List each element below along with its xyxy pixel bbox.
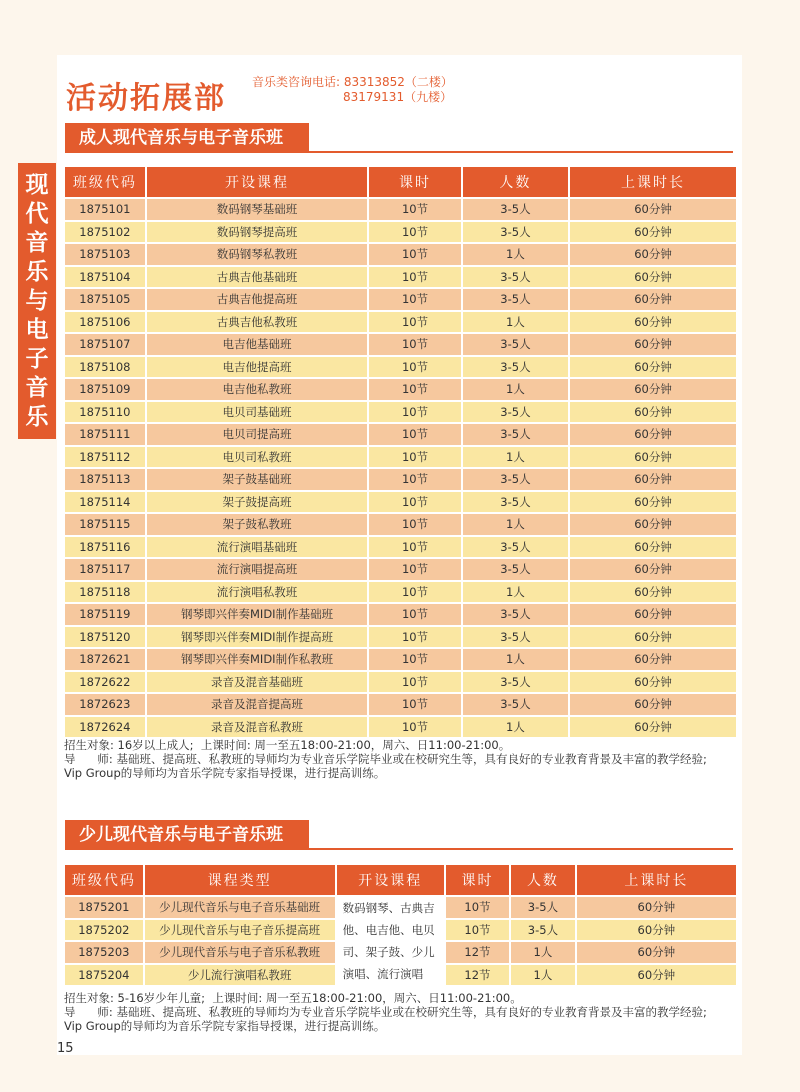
duration-cell: 60分钟 — [570, 357, 736, 378]
course-name-cell: 架子鼓私教班 — [147, 514, 368, 535]
duration-cell: 60分钟 — [570, 694, 736, 715]
lessons-cell: 10节 — [369, 267, 460, 288]
table-row — [65, 492, 736, 513]
size-cell: 3-5人 — [463, 627, 568, 648]
size-cell: 3-5人 — [463, 492, 568, 513]
note-line: 招生对象: 16岁以上成人; 上课时间: 周一至五18:00-21:00，周六、日11:00-21:00。 — [64, 738, 511, 752]
course-name-cell: 古典吉他私教班 — [147, 312, 368, 333]
class-code-cell: 1875112 — [65, 447, 145, 468]
lessons-cell: 10节 — [369, 604, 460, 625]
size-cell: 1人 — [463, 717, 568, 738]
table-row — [65, 897, 736, 918]
size-cell: 3-5人 — [463, 672, 568, 693]
course-name-cell: 录音及混音私教班 — [147, 717, 368, 738]
class-code-cell: 1875119 — [65, 604, 145, 625]
size-cell: 1人 — [511, 965, 574, 986]
course-type-cell: 少儿现代音乐与电子音乐提高班 — [145, 920, 335, 941]
children-course-table — [63, 863, 738, 987]
course-name-cell: 电吉他提高班 — [147, 357, 368, 378]
table-row — [65, 334, 736, 355]
side-tab-char: 音 — [25, 230, 49, 256]
table-header-row — [65, 167, 736, 197]
size-cell: 3-5人 — [463, 289, 568, 310]
table-row — [65, 312, 736, 333]
class-code-cell: 1872622 — [65, 672, 145, 693]
lessons-cell: 10节 — [369, 514, 460, 535]
adult-section-banner: 成人现代音乐与电子音乐班 — [65, 123, 309, 153]
note-line: 招生对象: 5-16岁少年儿童; 上课时间: 周一至五18:00-21:00，周六、日11:00-21:00。 — [64, 991, 522, 1005]
size-cell: 3-5人 — [463, 469, 568, 490]
size-cell: 3-5人 — [463, 604, 568, 625]
column-header: 课程类型 — [145, 865, 335, 895]
column-header: 上课时长 — [577, 865, 736, 895]
table-row — [65, 199, 736, 220]
table-row — [65, 424, 736, 445]
table-row — [65, 244, 736, 265]
lessons-cell: 12节 — [446, 942, 509, 963]
course-name-cell: 数码钢琴提高班 — [147, 222, 368, 243]
table-row — [65, 402, 736, 423]
lessons-cell: 10节 — [369, 312, 460, 333]
lessons-cell: 10节 — [369, 582, 460, 603]
lessons-cell: 10节 — [446, 920, 509, 941]
class-code-cell: 1872623 — [65, 694, 145, 715]
duration-cell: 60分钟 — [570, 582, 736, 603]
duration-cell: 60分钟 — [570, 199, 736, 220]
table-row — [65, 627, 736, 648]
side-tab-char: 电 — [25, 317, 49, 343]
duration-cell: 60分钟 — [570, 447, 736, 468]
table-row — [65, 379, 736, 400]
lessons-cell: 10节 — [369, 627, 460, 648]
course-name-cell: 录音及混音基础班 — [147, 672, 368, 693]
duration-cell: 60分钟 — [577, 920, 736, 941]
column-header: 课时 — [446, 865, 509, 895]
size-cell: 3-5人 — [463, 267, 568, 288]
adult-banner-rule — [65, 151, 733, 153]
duration-cell: 60分钟 — [570, 604, 736, 625]
class-code-cell: 1875104 — [65, 267, 145, 288]
duration-cell: 60分钟 — [570, 672, 736, 693]
course-type-cell: 少儿流行演唱私教班 — [145, 965, 335, 986]
column-header: 上课时长 — [570, 167, 736, 197]
class-code-cell: 1875118 — [65, 582, 145, 603]
column-header: 人数 — [463, 167, 568, 197]
column-header: 班级代码 — [65, 865, 143, 895]
children-section-banner: 少儿现代音乐与电子音乐班 — [65, 820, 309, 850]
class-code-cell: 1875117 — [65, 559, 145, 580]
lessons-cell: 10节 — [446, 897, 509, 918]
size-cell: 1人 — [463, 379, 568, 400]
size-cell: 3-5人 — [463, 402, 568, 423]
lessons-cell: 10节 — [369, 559, 460, 580]
lessons-cell: 10节 — [369, 357, 460, 378]
table-row — [65, 357, 736, 378]
lessons-cell: 10节 — [369, 537, 460, 558]
duration-cell: 60分钟 — [570, 379, 736, 400]
class-code-cell: 1875202 — [65, 920, 143, 941]
course-name-cell: 架子鼓提高班 — [147, 492, 368, 513]
class-code-cell: 1875103 — [65, 244, 145, 265]
size-cell: 1人 — [463, 244, 568, 265]
lessons-cell: 10节 — [369, 649, 460, 670]
class-code-cell: 1875204 — [65, 965, 143, 986]
side-tab-char: 音 — [25, 375, 49, 401]
table-row — [65, 717, 736, 738]
duration-cell: 60分钟 — [570, 222, 736, 243]
lessons-cell: 10节 — [369, 672, 460, 693]
table-row — [65, 604, 736, 625]
class-code-cell: 1875101 — [65, 199, 145, 220]
class-code-cell: 1875102 — [65, 222, 145, 243]
size-cell: 3-5人 — [463, 424, 568, 445]
duration-cell: 60分钟 — [570, 334, 736, 355]
duration-cell: 60分钟 — [570, 559, 736, 580]
column-header: 课时 — [369, 167, 460, 197]
adult-notes — [64, 738, 707, 780]
side-tab-char: 与 — [25, 288, 49, 314]
size-cell: 3-5人 — [463, 334, 568, 355]
duration-cell: 60分钟 — [570, 514, 736, 535]
size-cell: 1人 — [463, 447, 568, 468]
course-name-cell: 电贝司私教班 — [147, 447, 368, 468]
table-row — [65, 694, 736, 715]
table-row — [65, 267, 736, 288]
size-cell: 3-5人 — [463, 694, 568, 715]
course-name-cell: 古典吉他基础班 — [147, 267, 368, 288]
class-code-cell: 1875113 — [65, 469, 145, 490]
duration-cell: 60分钟 — [570, 492, 736, 513]
duration-cell: 60分钟 — [570, 469, 736, 490]
lessons-cell: 10节 — [369, 424, 460, 445]
class-code-cell: 1875114 — [65, 492, 145, 513]
page-number: 15 — [57, 1041, 74, 1056]
course-name-cell: 流行演唱私教班 — [147, 582, 368, 603]
column-header: 开设课程 — [337, 865, 444, 895]
course-name-cell: 架子鼓基础班 — [147, 469, 368, 490]
lessons-cell: 12节 — [446, 965, 509, 986]
lessons-cell: 10节 — [369, 334, 460, 355]
size-cell: 3-5人 — [463, 559, 568, 580]
table-row — [65, 537, 736, 558]
size-cell: 3-5人 — [463, 537, 568, 558]
lessons-cell: 10节 — [369, 379, 460, 400]
note-line: Vip Group的导师均为音乐学院专家指导授课，进行提高训练。 — [64, 1019, 386, 1033]
course-name-cell: 电吉他基础班 — [147, 334, 368, 355]
column-header: 人数 — [511, 865, 574, 895]
table-row — [65, 672, 736, 693]
lessons-cell: 10节 — [369, 447, 460, 468]
note-line: 导 师: 基础班、提高班、私教班的导师均为专业音乐学院毕业或在校研究生等，具有良好的专业教育背景及丰富的教学经验; — [64, 752, 707, 766]
class-code-cell: 1875107 — [65, 334, 145, 355]
duration-cell: 60分钟 — [577, 942, 736, 963]
contact-info — [252, 75, 453, 105]
side-tab-char: 代 — [25, 201, 49, 227]
children-banner-rule — [65, 848, 733, 850]
duration-cell: 60分钟 — [570, 424, 736, 445]
course-name-cell: 电吉他私教班 — [147, 379, 368, 400]
class-code-cell: 1875106 — [65, 312, 145, 333]
class-code-cell: 1875203 — [65, 942, 143, 963]
course-name-cell: 钢琴即兴伴奏MIDI制作基础班 — [147, 604, 368, 625]
course-name-cell: 电贝司基础班 — [147, 402, 368, 423]
column-header: 开设课程 — [147, 167, 368, 197]
class-code-cell: 1875110 — [65, 402, 145, 423]
duration-cell: 60分钟 — [570, 267, 736, 288]
size-cell: 3-5人 — [511, 897, 574, 918]
class-code-cell: 1875109 — [65, 379, 145, 400]
table-header-row — [65, 865, 736, 895]
duration-cell: 60分钟 — [570, 402, 736, 423]
adult-course-table — [63, 165, 738, 739]
side-tab-char: 子 — [25, 346, 49, 372]
course-type-cell: 少儿现代音乐与电子音乐基础班 — [145, 897, 335, 918]
size-cell: 1人 — [463, 582, 568, 603]
note-line: 导 师: 基础班、提高班、私教班的导师均为专业音乐学院毕业或在校研究生等，具有良好的专业教育背景及丰富的教学经验; — [64, 1005, 707, 1019]
duration-cell: 60分钟 — [570, 244, 736, 265]
department-title: 活动拓展部 — [66, 81, 226, 116]
course-name-cell: 电贝司提高班 — [147, 424, 368, 445]
column-header: 班级代码 — [65, 167, 145, 197]
contact-line-1: 音乐类咨询电话: 83313852（二楼） — [252, 75, 453, 89]
size-cell: 1人 — [511, 942, 574, 963]
course-type-cell: 少儿现代音乐与电子音乐私教班 — [145, 942, 335, 963]
course-name-cell: 流行演唱基础班 — [147, 537, 368, 558]
course-name-cell: 录音及混音提高班 — [147, 694, 368, 715]
table-row — [65, 559, 736, 580]
lessons-cell: 10节 — [369, 402, 460, 423]
course-name-cell: 钢琴即兴伴奏MIDI制作提高班 — [147, 627, 368, 648]
size-cell: 1人 — [463, 649, 568, 670]
lessons-cell: 10节 — [369, 244, 460, 265]
lessons-cell: 10节 — [369, 469, 460, 490]
side-tab-char: 乐 — [25, 259, 49, 285]
table-row — [65, 289, 736, 310]
size-cell: 3-5人 — [463, 357, 568, 378]
side-tab-char: 乐 — [25, 404, 49, 430]
duration-cell: 60分钟 — [570, 627, 736, 648]
duration-cell: 60分钟 — [570, 717, 736, 738]
size-cell: 3-5人 — [511, 920, 574, 941]
table-row — [65, 222, 736, 243]
course-name-cell: 钢琴即兴伴奏MIDI制作私教班 — [147, 649, 368, 670]
size-cell: 3-5人 — [463, 199, 568, 220]
section-side-tab — [18, 163, 56, 439]
class-code-cell: 1875201 — [65, 897, 143, 918]
lessons-cell: 10节 — [369, 199, 460, 220]
children-notes — [64, 991, 707, 1033]
class-code-cell: 1872621 — [65, 649, 145, 670]
size-cell: 1人 — [463, 312, 568, 333]
side-tab-char: 现 — [25, 172, 49, 198]
course-name-cell: 数码钢琴私教班 — [147, 244, 368, 265]
class-code-cell: 1872624 — [65, 717, 145, 738]
table-row — [65, 649, 736, 670]
lessons-cell: 10节 — [369, 717, 460, 738]
course-name-cell: 数码钢琴基础班 — [147, 199, 368, 220]
table-row — [65, 582, 736, 603]
lessons-cell: 10节 — [369, 289, 460, 310]
contact-line-2: 83179131（九楼） — [343, 90, 453, 104]
class-code-cell: 1875105 — [65, 289, 145, 310]
lessons-cell: 10节 — [369, 492, 460, 513]
duration-cell: 60分钟 — [570, 537, 736, 558]
class-code-cell: 1875111 — [65, 424, 145, 445]
size-cell: 3-5人 — [463, 222, 568, 243]
course-name-cell: 古典吉他提高班 — [147, 289, 368, 310]
duration-cell: 60分钟 — [570, 312, 736, 333]
duration-cell: 60分钟 — [570, 289, 736, 310]
class-code-cell: 1875115 — [65, 514, 145, 535]
course-name-cell: 流行演唱提高班 — [147, 559, 368, 580]
table-row — [65, 514, 736, 535]
lessons-cell: 10节 — [369, 694, 460, 715]
table-row — [65, 447, 736, 468]
note-line: Vip Group的导师均为音乐学院专家指导授课，进行提高训练。 — [64, 766, 386, 780]
size-cell: 1人 — [463, 514, 568, 535]
table-row — [65, 469, 736, 490]
duration-cell: 60分钟 — [577, 965, 736, 986]
offered-courses-cell: 数码钢琴、古典吉他、电吉他、电贝司、架子鼓、少儿演唱、流行演唱 — [337, 897, 444, 985]
class-code-cell: 1875108 — [65, 357, 145, 378]
duration-cell: 60分钟 — [577, 897, 736, 918]
class-code-cell: 1875116 — [65, 537, 145, 558]
class-code-cell: 1875120 — [65, 627, 145, 648]
lessons-cell: 10节 — [369, 222, 460, 243]
duration-cell: 60分钟 — [570, 649, 736, 670]
